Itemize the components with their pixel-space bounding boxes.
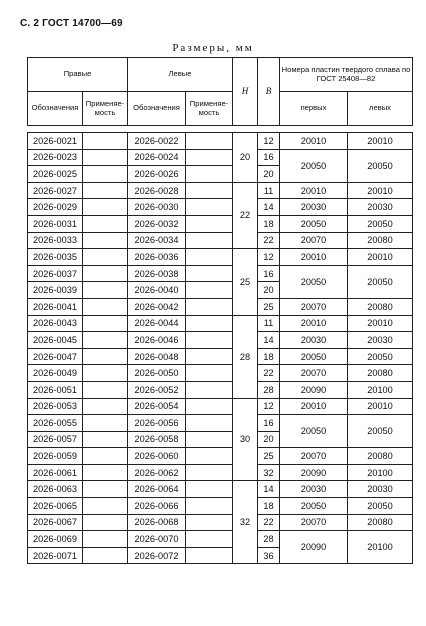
right-designation: 2026-0037 xyxy=(28,265,83,282)
table-row xyxy=(28,215,413,232)
b-value: 14 xyxy=(258,481,280,498)
plate-left: 20100 xyxy=(348,464,413,481)
left-usage xyxy=(186,464,233,481)
plate-left: 20050 xyxy=(348,498,413,515)
left-designation: 2026-0070 xyxy=(128,531,186,548)
plate-left: 20080 xyxy=(348,298,413,315)
left-designation: 2026-0056 xyxy=(128,415,186,432)
left-designation: 2026-0022 xyxy=(128,133,186,150)
header-h: Н xyxy=(233,58,258,126)
table-row xyxy=(28,249,413,266)
left-designation: 2026-0058 xyxy=(128,431,186,448)
right-designation: 2026-0035 xyxy=(28,249,83,266)
right-designation: 2026-0069 xyxy=(28,531,83,548)
right-designation: 2026-0027 xyxy=(28,182,83,199)
left-usage xyxy=(186,182,233,199)
plate-first: 20030 xyxy=(280,199,348,216)
plate-left: 20050 xyxy=(348,149,413,182)
plate-left: 20010 xyxy=(348,315,413,332)
right-usage xyxy=(83,182,128,199)
left-designation: 2026-0044 xyxy=(128,315,186,332)
left-usage xyxy=(186,232,233,249)
left-designation: 2026-0036 xyxy=(128,249,186,266)
b-value: 20 xyxy=(258,166,280,183)
right-designation: 2026-0057 xyxy=(28,431,83,448)
left-designation: 2026-0068 xyxy=(128,514,186,531)
left-usage xyxy=(186,498,233,515)
plate-first: 20010 xyxy=(280,398,348,415)
dimensions-table xyxy=(27,57,413,564)
plate-first: 20090 xyxy=(280,381,348,398)
right-designation: 2026-0067 xyxy=(28,514,83,531)
plate-first: 20070 xyxy=(280,514,348,531)
left-usage xyxy=(186,398,233,415)
b-value: 12 xyxy=(258,398,280,415)
table-row xyxy=(28,448,413,465)
table-row xyxy=(28,365,413,382)
left-designation: 2026-0038 xyxy=(128,265,186,282)
right-designation: 2026-0033 xyxy=(28,232,83,249)
spacer-row xyxy=(28,126,413,133)
b-value: 20 xyxy=(258,282,280,299)
plate-left: 20080 xyxy=(348,365,413,382)
b-value: 32 xyxy=(258,464,280,481)
left-designation: 2026-0062 xyxy=(128,464,186,481)
right-usage xyxy=(83,448,128,465)
right-designation: 2026-0039 xyxy=(28,282,83,299)
left-usage xyxy=(186,149,233,166)
right-usage xyxy=(83,398,128,415)
left-usage xyxy=(186,448,233,465)
table-row xyxy=(28,415,413,432)
table-row xyxy=(28,498,413,515)
left-designation: 2026-0050 xyxy=(128,365,186,382)
left-usage xyxy=(186,282,233,299)
left-designation: 2026-0028 xyxy=(128,182,186,199)
right-designation: 2026-0049 xyxy=(28,365,83,382)
b-value: 18 xyxy=(258,215,280,232)
left-usage xyxy=(186,249,233,266)
b-value: 36 xyxy=(258,547,280,564)
right-designation: 2026-0047 xyxy=(28,348,83,365)
right-usage xyxy=(83,298,128,315)
page-header: С. 2 ГОСТ 14700—69 xyxy=(20,18,123,29)
plate-left: 20010 xyxy=(348,182,413,199)
left-usage xyxy=(186,315,233,332)
b-value: 18 xyxy=(258,498,280,515)
table-row xyxy=(28,149,413,166)
plate-first: 20050 xyxy=(280,215,348,232)
left-designation: 2026-0054 xyxy=(128,398,186,415)
right-usage xyxy=(83,514,128,531)
plate-left: 20050 xyxy=(348,215,413,232)
left-designation: 2026-0072 xyxy=(128,547,186,564)
header-left-usage: Применяе-мость xyxy=(186,92,233,126)
h-value: 22 xyxy=(233,182,258,248)
plate-left: 20080 xyxy=(348,448,413,465)
right-usage xyxy=(83,531,128,548)
plate-first: 20050 xyxy=(280,149,348,182)
right-usage xyxy=(83,232,128,249)
b-value: 12 xyxy=(258,133,280,150)
left-usage xyxy=(186,166,233,183)
right-usage xyxy=(83,498,128,515)
plate-left: 20050 xyxy=(348,415,413,448)
plate-first: 20010 xyxy=(280,315,348,332)
right-usage xyxy=(83,282,128,299)
right-usage xyxy=(83,199,128,216)
header-right: Правые xyxy=(28,58,128,92)
plate-left: 20010 xyxy=(348,133,413,150)
right-usage xyxy=(83,215,128,232)
right-designation: 2026-0029 xyxy=(28,199,83,216)
h-value: 30 xyxy=(233,398,258,481)
right-designation: 2026-0055 xyxy=(28,415,83,432)
table-row xyxy=(28,265,413,282)
left-usage xyxy=(186,332,233,349)
plate-left: 20100 xyxy=(348,381,413,398)
plate-first: 20030 xyxy=(280,481,348,498)
left-usage xyxy=(186,431,233,448)
right-designation: 2026-0043 xyxy=(28,315,83,332)
plate-first: 20050 xyxy=(280,498,348,515)
header-b: В xyxy=(258,58,280,126)
b-value: 22 xyxy=(258,514,280,531)
table-row xyxy=(28,464,413,481)
b-value: 22 xyxy=(258,365,280,382)
right-designation: 2026-0051 xyxy=(28,381,83,398)
plate-first: 20050 xyxy=(280,265,348,298)
b-value: 25 xyxy=(258,448,280,465)
left-usage xyxy=(186,215,233,232)
table-row xyxy=(28,232,413,249)
right-designation: 2026-0023 xyxy=(28,149,83,166)
right-usage xyxy=(83,265,128,282)
left-designation: 2026-0064 xyxy=(128,481,186,498)
plate-first: 20090 xyxy=(280,531,348,564)
left-designation: 2026-0066 xyxy=(128,498,186,515)
plate-left: 20010 xyxy=(348,398,413,415)
h-value: 28 xyxy=(233,315,258,398)
plate-first: 20070 xyxy=(280,365,348,382)
right-usage xyxy=(83,332,128,349)
header-left-designation: Обозначения xyxy=(128,92,186,126)
plate-left: 20010 xyxy=(348,249,413,266)
left-designation: 2026-0032 xyxy=(128,215,186,232)
right-usage xyxy=(83,348,128,365)
left-usage xyxy=(186,481,233,498)
right-usage xyxy=(83,415,128,432)
plate-left: 20080 xyxy=(348,514,413,531)
left-usage xyxy=(186,514,233,531)
left-usage xyxy=(186,298,233,315)
left-designation: 2026-0060 xyxy=(128,448,186,465)
right-usage xyxy=(83,547,128,564)
h-value: 25 xyxy=(233,249,258,315)
right-usage xyxy=(83,315,128,332)
plate-first: 20030 xyxy=(280,332,348,349)
header-right-usage: Применяе-мость xyxy=(83,92,128,126)
right-usage xyxy=(83,481,128,498)
right-usage xyxy=(83,133,128,150)
right-designation: 2026-0025 xyxy=(28,166,83,183)
left-usage xyxy=(186,547,233,564)
table-body xyxy=(28,133,413,564)
left-designation: 2026-0030 xyxy=(128,199,186,216)
b-value: 28 xyxy=(258,531,280,548)
right-usage xyxy=(83,249,128,266)
plate-left: 20100 xyxy=(348,531,413,564)
right-designation: 2026-0021 xyxy=(28,133,83,150)
table-caption: Размеры, мм xyxy=(172,42,254,54)
plate-left: 20050 xyxy=(348,348,413,365)
right-usage xyxy=(83,464,128,481)
plate-first: 20090 xyxy=(280,464,348,481)
table-row xyxy=(28,531,413,548)
header-right-designation: Обозначения xyxy=(28,92,83,126)
left-usage xyxy=(186,265,233,282)
right-designation: 2026-0065 xyxy=(28,498,83,515)
left-usage xyxy=(186,348,233,365)
left-usage xyxy=(186,199,233,216)
table-row xyxy=(28,199,413,216)
right-designation: 2026-0031 xyxy=(28,215,83,232)
b-value: 18 xyxy=(258,348,280,365)
b-value: 22 xyxy=(258,232,280,249)
left-designation: 2026-0024 xyxy=(128,149,186,166)
right-designation: 2026-0045 xyxy=(28,332,83,349)
left-designation: 2026-0042 xyxy=(128,298,186,315)
b-value: 20 xyxy=(258,431,280,448)
b-value: 11 xyxy=(258,315,280,332)
left-usage xyxy=(186,381,233,398)
plate-first: 20050 xyxy=(280,415,348,448)
plate-first: 20010 xyxy=(280,182,348,199)
table-row xyxy=(28,315,413,332)
right-designation: 2026-0041 xyxy=(28,298,83,315)
header-plates-first: первых xyxy=(280,92,348,126)
right-designation: 2026-0059 xyxy=(28,448,83,465)
table-row xyxy=(28,514,413,531)
left-usage xyxy=(186,415,233,432)
header-plates: Номера пластин твердого сплава по ГОСТ 25408—82 xyxy=(280,58,413,92)
plate-first: 20010 xyxy=(280,249,348,266)
left-designation: 2026-0048 xyxy=(128,348,186,365)
b-value: 25 xyxy=(258,298,280,315)
left-designation: 2026-0052 xyxy=(128,381,186,398)
left-usage xyxy=(186,365,233,382)
right-designation: 2026-0063 xyxy=(28,481,83,498)
right-usage xyxy=(83,431,128,448)
b-value: 16 xyxy=(258,149,280,166)
b-value: 11 xyxy=(258,182,280,199)
b-value: 16 xyxy=(258,415,280,432)
plate-first: 20070 xyxy=(280,232,348,249)
table-row xyxy=(28,481,413,498)
table-row xyxy=(28,332,413,349)
b-value: 12 xyxy=(258,249,280,266)
header-plates-left: левых xyxy=(348,92,413,126)
plate-left: 20080 xyxy=(348,232,413,249)
right-usage xyxy=(83,381,128,398)
b-value: 28 xyxy=(258,381,280,398)
plate-first: 20070 xyxy=(280,298,348,315)
left-designation: 2026-0034 xyxy=(128,232,186,249)
table-row xyxy=(28,398,413,415)
table-row xyxy=(28,133,413,150)
plate-left: 20030 xyxy=(348,199,413,216)
right-designation: 2026-0053 xyxy=(28,398,83,415)
left-usage xyxy=(186,531,233,548)
table-row xyxy=(28,298,413,315)
right-designation: 2026-0061 xyxy=(28,464,83,481)
plate-first: 20010 xyxy=(280,133,348,150)
header-left: Левые xyxy=(128,58,233,92)
h-value: 32 xyxy=(233,481,258,564)
left-usage xyxy=(186,133,233,150)
b-value: 14 xyxy=(258,332,280,349)
right-designation: 2026-0071 xyxy=(28,547,83,564)
b-value: 14 xyxy=(258,199,280,216)
plate-left: 20050 xyxy=(348,265,413,298)
plate-left: 20030 xyxy=(348,332,413,349)
h-value: 20 xyxy=(233,133,258,183)
plate-left: 20030 xyxy=(348,481,413,498)
left-designation: 2026-0046 xyxy=(128,332,186,349)
right-usage xyxy=(83,365,128,382)
b-value: 16 xyxy=(258,265,280,282)
plate-first: 20050 xyxy=(280,348,348,365)
table-row xyxy=(28,381,413,398)
plate-first: 20070 xyxy=(280,448,348,465)
left-designation: 2026-0040 xyxy=(128,282,186,299)
table-row xyxy=(28,348,413,365)
left-designation: 2026-0026 xyxy=(128,166,186,183)
right-usage xyxy=(83,149,128,166)
table-row xyxy=(28,182,413,199)
right-usage xyxy=(83,166,128,183)
